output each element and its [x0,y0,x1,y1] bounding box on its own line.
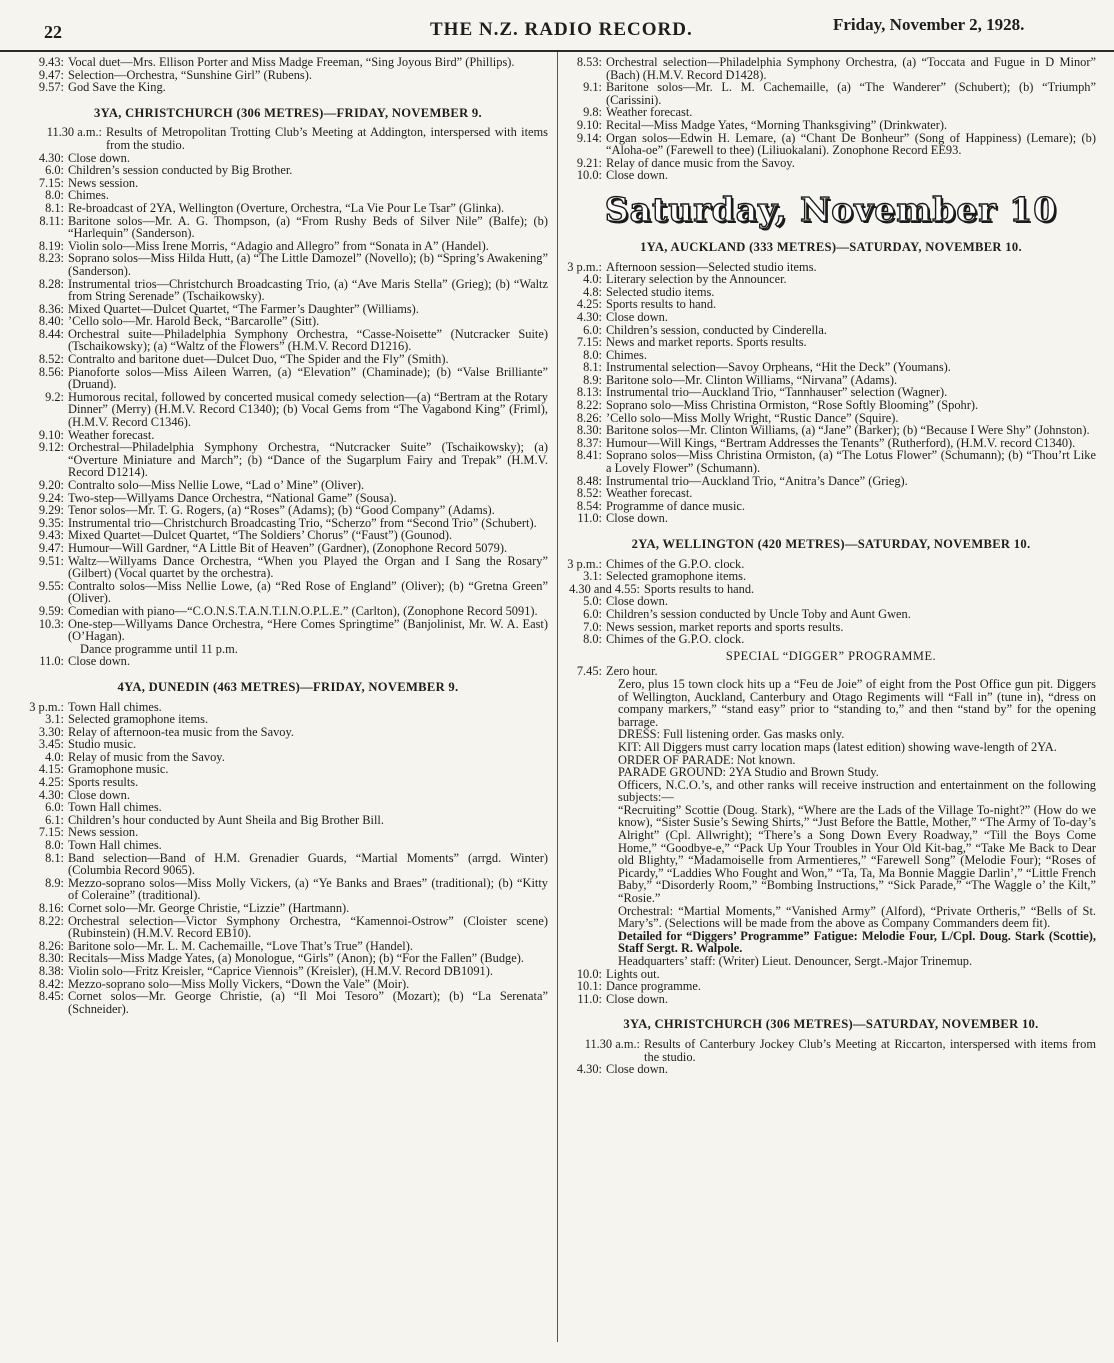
programme-item [566,487,1096,500]
item-time: 4.15: [38,762,64,777]
item-time: 8.30: [576,423,602,438]
item-text: Contralto and baritone duet—Dulcet Duo, “The Spider and the Fly” (Smith). [68,352,449,367]
programme-item [28,618,548,643]
item-time: 8.54: [576,498,602,513]
programme-item [28,252,548,277]
item-time: 8.9: [583,372,602,387]
programme-item [566,132,1096,157]
item-time: 8.1: [583,360,602,375]
column-divider [557,52,558,1342]
programme-item [28,353,548,366]
item-text: Baritone solos—Mr. Clinton Williams, (a) “Jane” (Barker); (b) “Because I Were Shy” (Johnston). [606,423,1090,438]
item-time: 8.26: [38,938,64,953]
programme-item [28,366,548,391]
digger-paragraph: Zero, plus 15 town clock hits up a “Feu de Joie” of eight from the Post Office gun pit. Diggers of Wellington, Auckland, Canterbury and Otago Regiments will “Fall in” (tune in), “dress on company markers,” “stand easy” prior to “standing to,” and then “stand by” for the opening barrage. [618,676,1096,729]
item-time: 11.0: [577,991,602,1006]
item-text: Afternoon session—Selected studio items. [606,259,817,274]
item-text: Results of Metropolitan Trotting Club’s Meeting at Addington, interspersed with items from the studio. [106,125,548,152]
programme-item [566,1038,1096,1063]
item-time: 10.3: [38,616,64,631]
item-text: Vocal duet—Mrs. Ellison Porter and Miss Madge Freeman, “Sing Joyous Bird” (Phillips). [68,55,515,69]
item-text: Instrumental trio—Auckland Trio, “Anitra’s Dance” (Grieg). [606,473,908,488]
item-time: 9.59: [38,603,64,618]
programme-item [28,555,548,580]
chch-close-item [28,655,548,668]
item-text: Weather forecast. [68,427,155,442]
programme-item [28,315,548,328]
item-time: 8.36: [38,301,64,316]
item-text: Cornet solos—Mr. George Christie, (a) “Il Moi Tesoro” (Mozart); (b) “La Serenata” (Schneider). [68,989,548,1016]
programme-item [566,169,1096,182]
programme-item [28,126,548,151]
item-time: 11.0: [577,511,602,526]
programme-item [566,311,1096,324]
item-text: Violin solo—Miss Irene Morris, “Adagio and Allegro” from “Sonata in A” (Handel). [68,238,489,253]
item-time: 3 p.m.: [567,556,602,571]
item-time: 10.0: [576,966,602,981]
left-column [28,56,548,1015]
item-text: Orchestral—Philadelphia Symphony Orchestra, “Nutcracker Suite” (Tschaikowsky); (a) “Overture Miniature and March”; (b) “Dance of the Sugarplum Fairy and Trepak” (H.M.V. Record D1214). [68,440,548,480]
item-text: Town Hall chimes. [68,699,162,714]
item-text: Children’s session, conducted by Cinderella. [606,322,827,337]
programme-item [28,81,548,94]
item-text: Children’s session conducted by Uncle Toby and Aunt Gwen. [606,606,911,621]
item-time: 8.52: [576,486,602,501]
item-time: 9.55: [38,578,64,593]
item-time: 4.30: [38,787,64,802]
heading-wellington-saturday: 2YA, WELLINGTON (420 METRES)—SATURDAY, NOVEMBER 10. [631,537,1031,551]
item-time: 9.24: [38,490,64,505]
item-text: Selected gramophone items. [68,712,209,727]
right-column [566,56,1096,1076]
programme-item [28,504,548,517]
programme-item [28,542,548,555]
item-time: 9.10: [38,427,64,442]
item-time: 8.13: [576,385,602,400]
publication-title: THE N.Z. RADIO RECORD. [430,19,693,40]
programme-item [566,424,1096,437]
item-time: 5.0: [583,594,602,609]
item-time: 8.53: [576,55,602,69]
item-time: 9.51: [38,553,64,568]
programme-item [28,877,548,902]
item-time: 8.37: [576,435,602,450]
item-text: Instrumental selection—Savoy Orpheans, “Hit the Deck” (Youmans). [606,360,951,375]
item-text: Relay of afternoon-tea music from the Savoy. [68,724,294,739]
item-text: Sports results. [68,775,139,790]
item-text: Close down. [68,150,130,165]
item-time: 7.15: [38,175,64,190]
item-time: 3.1: [45,712,64,727]
item-text: Baritone solo—Mr. L. M. Cachemaille, “Love That’s True” (Handel). [68,938,413,953]
item-time: 8.28: [38,276,64,291]
item-time: 4.30: [38,150,64,165]
item-text: Weather forecast. [606,486,693,501]
programme-item [28,441,548,479]
programme-item [28,278,548,303]
digger-paragraph: Detailed for “Diggers’ Programme” Fatigue: Melodie Four, L/Cpl. Doug. Stark (Scottie), Staff Sergt. R. Walpole. [618,928,1096,956]
programme-item [566,336,1096,349]
list-top-items [28,56,548,94]
item-time: 4.0: [583,272,602,287]
item-time: 8.41: [576,448,602,463]
item-text: Close down. [606,511,668,526]
item-time: 9.21: [576,155,602,170]
item-text: Humour—Will Kings, “Bertram Addresses the Tenants” (Rutherford), (H.M.V. record C1340). [606,435,1076,450]
digger-paragraph: DRESS: Full listening order. Gas masks only. [618,727,845,742]
item-time: 3 p.m.: [567,259,602,274]
programme-item [28,776,548,789]
item-text: Orchestral suite—Philadelphia Symphony Orchestra, “Casse-Noisette” (Nutcracker Suite) (Tschaikowsky); (a) “Waltz of the Flowers” (H.M.V. Record D1216). [68,326,548,354]
list-wellington-saturday [566,558,1096,646]
item-time: 4.25: [576,297,602,312]
programme-item [566,608,1096,621]
item-time: 8.42: [38,976,64,991]
item-text: News session. [68,175,139,190]
item-text: ’Cello solo—Miss Molly Wright, “Rustic Dance” (Squire). [606,410,899,425]
item-time: 6.0: [583,606,602,621]
item-text: Zero hour. [606,664,658,679]
programme-item [28,801,548,814]
item-time: 7.45: [576,664,602,679]
item-text: Baritone solo—Mr. Clinton Williams, “Nirvana” (Adams). [606,372,898,387]
item-text: Recital—Miss Madge Yates, “Morning Thanksgiving” (Drinkwater). [606,117,948,132]
programme-item [566,361,1096,374]
item-text: Mezzo-soprano solo—Miss Molly Vickers, “Down the Vale” (Moir). [68,976,410,991]
item-time: 3 p.m.: [29,699,64,714]
item-text: Humorous recital, followed by concerted musical comedy selection—(a) “Bertram at the Rotary Dinner” (Merry) (H.M.V. Record C1340); (b) Vocal Gems from “The Vagabond King” (Friml), (H.M.V. Record C1346). [68,389,548,430]
item-text: Dance programme. [606,979,701,994]
item-text: Band selection—Band of H.M. Grenadier Guards, “Martial Moments” (arrgd. Winter) (Columbia Record 9065). [68,850,548,878]
item-text: Contralto solo—Miss Nellie Lowe, “Lad o’ Mine” (Oliver). [68,478,365,492]
programme-item [28,713,548,726]
programme-item [28,580,548,605]
item-time: 9.10: [576,117,602,132]
item-text: Selection—Orchestra, “Sunshine Girl” (Rubens). [68,67,312,82]
item-text: Town Hall chimes. [68,800,162,815]
programme-item [28,915,548,940]
programme-item [566,449,1096,474]
item-time: 4.30: [576,309,602,324]
item-time: 8.38: [38,963,64,978]
item-time: 8.1: [45,850,64,865]
item-text: Close down. [606,1062,668,1077]
item-time: 4.30: [576,1062,602,1077]
item-time: 9.57: [38,80,64,95]
item-time: 9.43: [38,528,64,543]
item-text: Children’s session conducted by Big Brother. [68,163,293,178]
item-text: Recitals—Miss Madge Yates, (a) Monologue, “Girls” (Anon); (b) “For the Fallen” (Budge). [68,951,524,966]
item-time: 7.15: [38,825,64,840]
heading-chch-friday: 3YA, CHRISTCHURCH (306 METRES)—FRIDAY, NOVEMBER 9. [94,105,482,120]
item-time: 3.45: [38,737,64,752]
digger-paragraph: Headquarters’ staff: (Writer) Lieut. Denouncer, Sergt.-Major Trinemup. [618,954,973,968]
item-text: News and market reports. Sports results. [606,335,807,350]
programme-item [566,993,1096,1006]
programme-item [566,570,1096,583]
programme-item [566,273,1096,286]
item-text: Chimes of the G.P.O. clock. [606,632,745,647]
item-time: 8.23: [38,251,64,266]
item-time: 8.0: [583,632,602,647]
item-text: Orchestral selection—Victor Symphony Orchestra, “Kamennoi-Ostrow” (Cloister scene) (Rubinstein) (H.M.V. Record EB10). [68,913,548,941]
item-time: 9.14: [576,130,602,145]
list-chch-friday [28,126,548,642]
item-time: 9.1: [583,80,602,95]
item-time: 9.12: [38,440,64,455]
item-time: 9.20: [38,478,64,492]
item-text: Close down. [606,594,668,609]
programme-item [566,1063,1096,1076]
programme-item [28,56,548,69]
heading-dunedin-friday: 4YA, DUNEDIN (463 METRES)—FRIDAY, NOVEMBER 9. [117,679,459,694]
digger-paragraph: “Recruiting” Scottie (Doug. Stark), “Where are the Lads of the Village To-night?” (How do we know), “Sister Susie’s Sewing Shirts,” “Just Before the Battle, Mother,” “The Army of To-day’s Alright” (Cpl. Allwright); “There’s a Song Down Every Roadway,” “Till the Boys Come Home,” “Goodbye-e,” “Pack Up Your Troubles in Your Old Kit-bag,” “Take Me Back to Dear old Blighty,” “Madamoiselle from Armentieres,” “Farewell Song” (Melodie Four); “Roses of Picardy,” “Laddies Who Fought and Won,” “Ta, Ta, Ma Bonnie Maggie Darlin’,” “Little French Baby,” “Disorderly Room,” “Bombing Instructions,” “Sick Parade,” “The Waggle o’ the Kilt,” “Rosie.” [618,802,1096,906]
programme-item [28,902,548,915]
item-time: 9.43: [38,55,64,69]
item-time: 6.0: [583,322,602,337]
page-header [0,0,1114,52]
item-time: 8.9: [45,875,64,890]
item-text: Town Hall chimes. [68,838,162,853]
programme-item [28,990,548,1015]
item-time: 4.25: [38,775,64,790]
item-time: 3.30: [38,724,64,739]
programme-item [566,512,1096,525]
item-text: Selected gramophone items. [606,569,747,584]
item-text: News session. [68,825,139,840]
programme-item [28,738,548,751]
item-text: One-step—Willyams Dance Orchestra, “Here Comes Springtime” (Banjolinist, Mr. W. A. East) (O’Hagan). [68,616,548,644]
dance-note: Dance programme until 11 p.m. [80,641,238,656]
item-time: 10.0: [576,168,602,183]
programme-item [566,119,1096,132]
item-time: 8.1: [45,200,64,215]
item-time: 11.30 a.m.: [584,1036,640,1051]
item-text: Tenor solos—Mr. T. G. Rogers, (a) “Roses” (Adams); (b) “Good Company” (Adams). [68,503,495,518]
item-text: Instrumental trio—Christchurch Broadcasting Trio, “Scherzo” from “Second Trio” (Schubert). [68,515,537,530]
item-time: 7.0: [583,619,602,634]
item-time: 8.22: [38,913,64,928]
programme-item [28,479,548,492]
item-time: 9.29: [38,503,64,518]
programme-item [566,81,1096,106]
item-text: Mixed Quartet—Dulcet Quartet, “The Soldiers’ Chorus” (“Faust”) (Gounod). [68,528,453,543]
item-text: Results of Canterbury Jockey Club’s Meeting at Riccarton, interspersed with items from the studio. [644,1036,1096,1064]
item-text: Gramophone music. [68,762,169,777]
item-time: 9.47: [38,67,64,82]
digger-heading: SPECIAL “DIGGER” PROGRAMME. [725,648,937,663]
programme-item [28,328,548,353]
item-text: Chimes of the G.P.O. clock. [606,556,745,571]
item-time: 9.8: [583,105,602,120]
item-text: Pianoforte solos—Miss Aileen Warren, (a) “Elevation” (Chaminade); (b) “Valse Brilliante” (Druand). [68,364,548,392]
item-text: News session, market reports and sports results. [606,619,844,634]
item-time: 8.56: [38,364,64,379]
item-time: 8.22: [576,398,602,413]
programme-item [28,605,548,618]
item-text: Close down. [606,168,668,183]
heading-auckland-saturday: 1YA, AUCKLAND (333 METRES)—SATURDAY, NOVEMBER 10. [640,239,1022,254]
item-time: 8.0: [45,188,64,203]
item-time: 8.0: [583,347,602,362]
programme-item [566,633,1096,646]
list-auckland-saturday [566,261,1096,525]
item-text: Studio music. [68,737,137,752]
programme-item [28,391,548,429]
item-time: 8.30: [38,951,64,966]
item-time: 8.45: [38,989,64,1004]
digger-paragraph: Orchestral: “Martial Moments,” “Vanished Army” (Alford), “Private Ortheris,” “Bells of St. Mary’s”. (Selections will be made from the above as Company Commanders deem fit). [618,903,1096,931]
item-text: Mixed Quartet—Dulcet Quartet, “The Farmer’s Daughter” (Williams). [68,301,419,316]
programme-item [28,852,548,877]
item-text: Soprano solo—Miss Christina Ormiston, “Rose Softly Blooming” (Spohr). [606,398,979,413]
item-time: 11.0: [39,654,64,669]
programme-item [28,215,548,240]
item-time: 10.1: [576,979,602,994]
item-text: Contralto solos—Miss Nellie Lowe, (a) “Red Rose of England” (Oliver); (b) “Gretna Green” (Oliver). [68,578,548,606]
item-text: Children’s hour conducted by Aunt Sheila and Big Brother Bill. [68,812,384,827]
item-time: 4.0: [45,749,64,764]
item-text: Waltz—Willyams Dance Orchestra, “When you Played the Organ and I Sang the Rosary” (Gilbert) (Vocal quartet by the orchestra). [68,553,548,581]
item-time: 8.48: [576,473,602,488]
list-chch-saturday [566,1038,1096,1076]
item-time: 8.44: [38,326,64,341]
item-text: Close down. [606,309,668,324]
item-text: Lights out. [606,966,660,981]
page-number: 22 [44,22,62,42]
item-text: Humour—Will Gardner, “A Little Bit of Heaven” (Gardner), (Zonophone Record 5079). [68,540,508,555]
item-time: 4.30 and 4.55: [569,581,640,596]
item-time: 8.0: [45,838,64,853]
digger-paragraph: Officers, N.C.O.’s, and other ranks will receive instruction and entertainment on the following subjects:— [618,777,1096,805]
item-text: Relay of dance music from the Savoy. [606,155,795,170]
item-text: Programme of dance music. [606,498,746,513]
item-time: 8.11: [39,213,64,228]
item-time: 6.1: [45,812,64,827]
item-text: Close down. [68,654,130,669]
digger-paragraph: KIT: All Diggers must carry location maps (latest edition) showing wave-length of 2YA. [618,739,1057,754]
item-text: Selected studio items. [606,284,715,299]
item-time: 8.52: [38,352,64,367]
programme-item [28,202,548,215]
item-time: 9.35: [38,515,64,530]
item-time: 4.8: [583,284,602,299]
list-wellington-end [566,968,1096,1006]
heading-chch-saturday: 3YA, CHRISTCHURCH (306 METRES)—SATURDAY, NOVEMBER 10. [623,1017,1039,1032]
list-dunedin-friday [28,701,548,1016]
item-text: Chimes. [606,347,647,362]
item-text: Two-step—Willyams Dance Orchestra, “National Game” (Sousa). [68,490,397,505]
item-text: Relay of music from the Savoy. [68,749,225,764]
item-time: 3.1: [583,569,602,584]
item-text: Cornet solo—Mr. George Christie, “Lizzie” (Hartmann). [68,901,350,915]
item-text: Close down. [606,991,668,1006]
item-time: 9.47: [38,540,64,555]
item-text: Organ solos—Edwin H. Lemare, (a) “Chant De Bonheur” (Song of Happiness) (Lemare); (b) “Aloha-oe” (Farewell to thee) (Liliuokalani). Zonophone Record EE93. [606,130,1096,158]
item-time: 11.30 a.m.: [46,125,102,140]
item-text: Instrumental trios—Christchurch Broadcasting Trio, (a) “Ave Maris Stella” (Grieg); (b) “Waltz from String Serenade” (Tschaikowsky). [68,276,548,304]
issue-date: Friday, November 2, 1928. [833,15,1025,34]
digger-paragraph: PARADE GROUND: 2YA Studio and Brown Study. [618,765,879,780]
list-right-top [566,56,1096,182]
item-text: Soprano solos—Miss Hilda Hutt, (a) “The Little Damozel” (Novello); (b) “Spring’s Awakening” (Sanderson). [68,251,548,278]
item-text: Soprano solos—Miss Christina Ormiston, (a) “The Lotus Flower” (Schumann); (b) “Thou’rt Like a Lovely Flower” (Schumann). [606,448,1096,476]
item-time: 7.15: [576,335,602,350]
item-text: Baritone solos—Mr. L. M. Cachemaille, (a) “The Wanderer” (Schubert); (b) “Triumph” (Carissini). [606,80,1096,107]
programme-item [566,56,1096,81]
programme-item [28,839,548,852]
item-time: 8.26: [576,410,602,425]
saturday-title: Saturday, November 10 [604,189,1058,229]
item-text: God Save the King. [68,80,166,95]
item-text: ’Cello solo—Mr. Harold Beck, “Barcarolle” (Sitt). [68,314,320,329]
item-text: Baritone solos—Mr. A. G. Thompson, (a) “From Rushy Beds of Silver Nile” (Balfe); (b) “Harlequin” (Sanderson). [68,213,548,241]
item-time: 6.0: [45,163,64,178]
item-text: Comedian with piano—“C.O.N.S.T.A.N.T.I.N.O.P.L.E.” (Carlton), (Zonophone Record 5091). [68,603,538,618]
item-text: Chimes. [68,188,109,203]
programme-item [566,980,1096,993]
item-text: Literary selection by the Announcer. [606,272,787,287]
item-time: 6.0: [45,800,64,815]
digger-paragraph: ORDER OF PARADE: Not known. [618,752,796,767]
item-text: Close down. [68,787,130,802]
item-text: Mezzo-soprano solos—Miss Molly Vickers, (a) “Ye Banks and Braes” (traditional); (b) “Kitty of Coleraine” (traditional). [68,875,548,903]
digger-paragraphs [566,678,1096,968]
item-text: Sports results to hand. [606,297,717,312]
item-text: Weather forecast. [606,105,693,120]
item-text: Orchestral selection—Philadelphia Symphony Orchestra, (a) “Toccata and Fugue in D Minor” (Bach) (H.M.V. Record D1428). [606,55,1096,82]
programme-item [28,965,548,978]
item-time: 8.19: [38,238,64,253]
item-time: 8.16: [38,901,64,915]
item-text: Sports results to hand. [644,581,755,596]
item-text: Re-broadcast of 2YA, Wellington (Overture, Orchestra, “La Vie Pour Le Tsar” (Glinka). [68,200,505,215]
programme-item [28,164,548,177]
item-text: Violin solo—Fritz Kreisler, “Caprice Viennois” (Kreisler), (H.M.V. Record DB1091). [68,963,493,978]
programme-item [566,399,1096,412]
item-time: 8.40: [38,314,64,329]
item-time: 9.2: [45,389,64,404]
item-text: Instrumental trio—Auckland Trio, “Tannhauser” selection (Wagner). [606,385,948,400]
